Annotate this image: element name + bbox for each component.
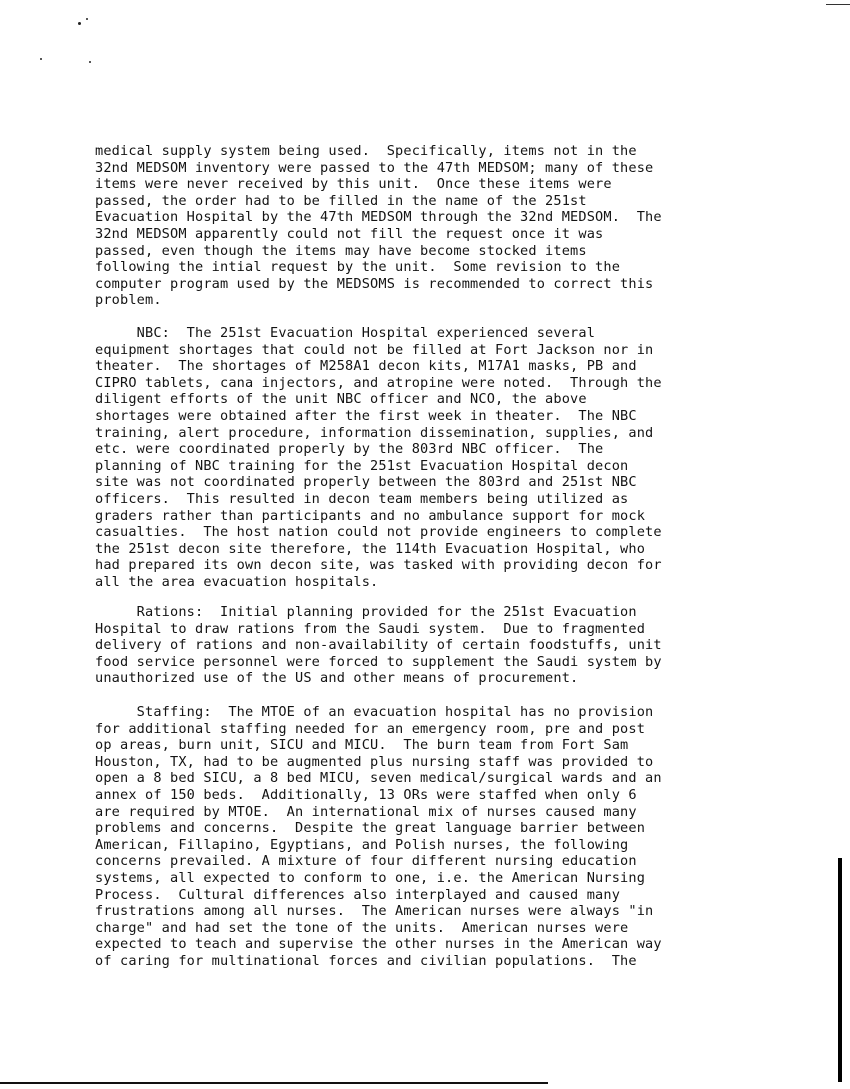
text-line: items were never received by this unit. Once these items were	[95, 176, 612, 193]
text-line: medical supply system being used. Specifically, items not in the	[95, 143, 637, 159]
text-line: Hospital to draw rations from the Saudi system. Due to fragmented	[95, 620, 646, 637]
text-line: unauthorized use of the US and other means of procurement.	[95, 670, 579, 687]
scan-speck	[78, 22, 81, 25]
text-line: Process. Cultural differences also interplayed and caused many	[95, 886, 621, 903]
text-line: had prepared its own decon site, was tasked with providing decon for	[95, 557, 662, 574]
text-line: charge" and had set the tone of the units. American nurses were	[95, 919, 629, 936]
text-line: equipment shortages that could not be filled at Fort Jackson nor in	[95, 341, 654, 358]
text-line: systems, all expected to conform to one, i.e. the American Nursing	[95, 869, 646, 886]
text-line: planning of NBC training for the 251st Evacuation Hospital decon	[95, 457, 629, 474]
paragraph-nbc	[95, 325, 785, 591]
text-line: site was not coordinated properly between the 803rd and 251st NBC	[95, 474, 637, 491]
text-line: American, Fillapino, Egyptians, and Polish nurses, the following	[95, 836, 629, 853]
paragraph-medsom	[95, 143, 785, 309]
text-line: for additional staffing needed for an emergency room, pre and post	[95, 720, 646, 737]
text-line: of caring for multinational forces and civilian populations. The	[95, 952, 637, 969]
text-line: Rations: Initial planning provided for the 251st Evacuation	[95, 604, 637, 620]
text-line: theater. The shortages of M258A1 decon kits, M17A1 masks, PB and	[95, 358, 637, 375]
scan-speck	[86, 18, 88, 20]
text-line: training, alert procedure, information dissemination, supplies, and	[95, 424, 654, 441]
scan-edge-bar	[838, 858, 842, 1082]
text-line: computer program used by the MEDSOMS is recommended to correct this	[95, 275, 654, 292]
text-line: annex of 150 beds. Additionally, 13 ORs were staffed when only 6	[95, 786, 637, 803]
text-line: etc. were coordinated properly by the 803rd NBC officer. The	[95, 441, 604, 458]
text-line: the 251st decon site therefore, the 114th Evacuation Hospital, who	[95, 540, 646, 557]
paragraph-staffing	[95, 704, 785, 970]
paragraph-rations	[95, 604, 785, 687]
text-line: passed, the order had to be filled in the name of the 251st	[95, 192, 587, 209]
text-line: diligent efforts of the unit NBC officer and NCO, the above	[95, 391, 587, 408]
text-line: are required by MTOE. An international mix of nurses caused many	[95, 803, 637, 820]
text-line: following the intial request by the unit. Some revision to the	[95, 259, 621, 276]
text-line: problems and concerns. Despite the great language barrier between	[95, 820, 646, 837]
text-line: expected to teach and supervise the other nurses in the American way	[95, 936, 662, 953]
text-line: Staffing: The MTOE of an evacuation hospital has no provision	[95, 704, 654, 720]
text-line: problem.	[95, 292, 162, 309]
text-line: food service personnel were forced to supplement the Saudi system by	[95, 653, 662, 670]
scan-edge-line	[826, 4, 850, 5]
text-line: open a 8 bed SICU, a 8 bed MICU, seven medical/surgical wards and an	[95, 770, 662, 787]
scan-speck	[89, 61, 91, 63]
text-line: Evacuation Hospital by the 47th MEDSOM through the 32nd MEDSOM. The	[95, 209, 662, 226]
text-line: Houston, TX, had to be augmented plus nursing staff was provided to	[95, 753, 654, 770]
text-line: shortages were obtained after the first week in theater. The NBC	[95, 407, 637, 424]
text-line: all the area evacuation hospitals.	[95, 573, 379, 590]
scan-bottom-line	[0, 1082, 548, 1084]
text-line: CIPRO tablets, cana injectors, and atropine were noted. Through the	[95, 374, 662, 391]
text-line: frustrations among all nurses. The American nurses were always "in	[95, 903, 654, 920]
text-line: 32nd MEDSOM apparently could not fill the request once it was	[95, 225, 604, 242]
text-line: op areas, burn unit, SICU and MICU. The burn team from Fort Sam	[95, 737, 629, 754]
text-line: officers. This resulted in decon team members being utilized as	[95, 490, 629, 507]
text-line: NBC: The 251st Evacuation Hospital experienced several	[95, 325, 596, 341]
text-line: 32nd MEDSOM inventory were passed to the 47th MEDSOM; many of these	[95, 159, 654, 176]
scan-speck	[40, 58, 42, 60]
text-line: passed, even though the items may have become stocked items	[95, 242, 587, 259]
text-line: graders rather than participants and no ambulance support for mock	[95, 507, 646, 524]
text-line: casualties. The host nation could not provide engineers to complete	[95, 524, 662, 541]
text-line: delivery of rations and non-availability of certain foodstuffs, unit	[95, 637, 662, 654]
text-line: concerns prevailed. A mixture of four different nursing education	[95, 853, 637, 870]
